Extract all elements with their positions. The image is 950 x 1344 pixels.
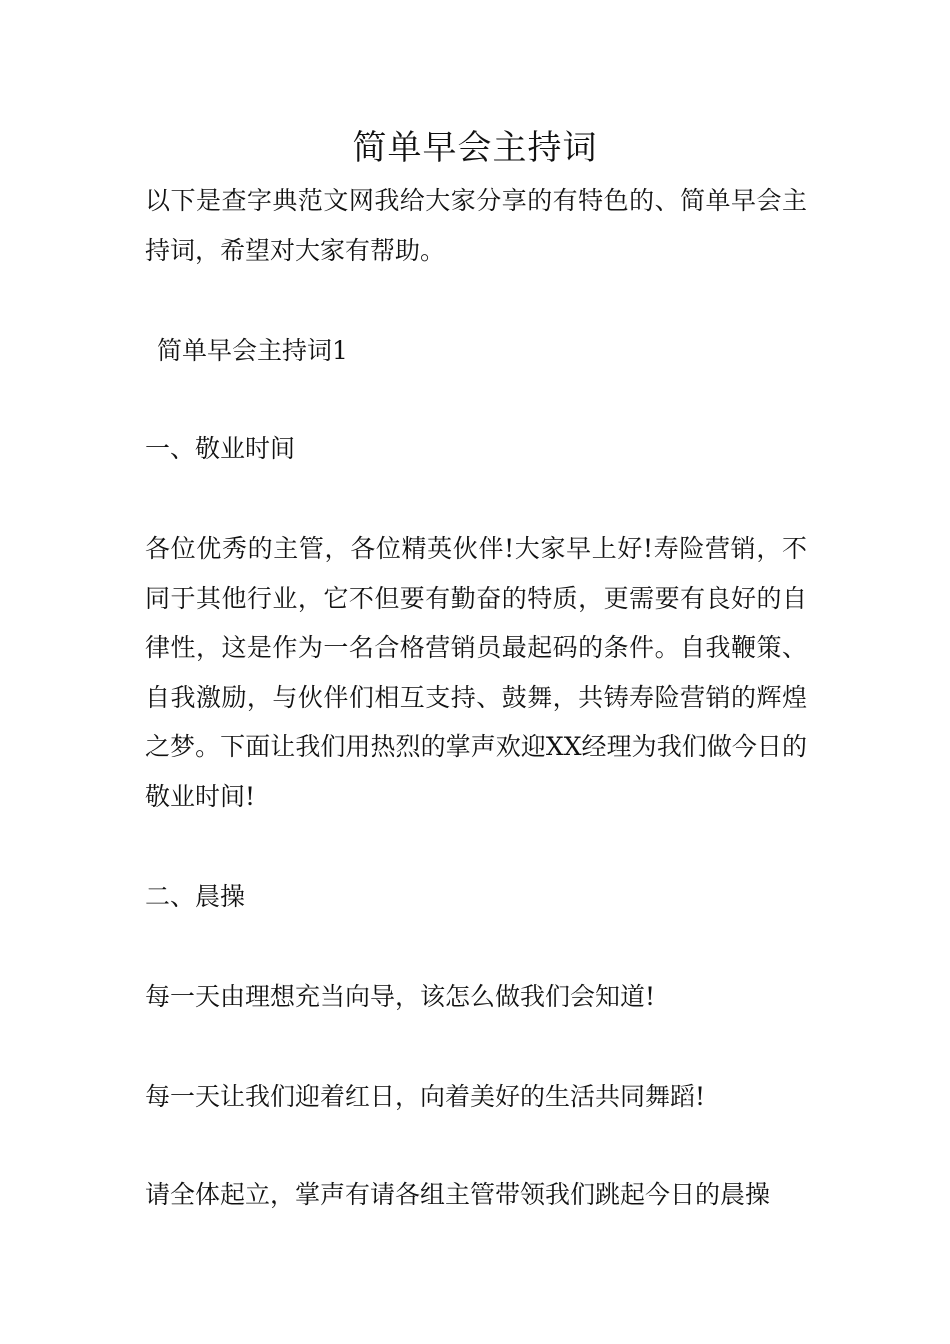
part2-line-3: 请全体起立，掌声有请各组主管带领我们跳起今日的晨操	[145, 1180, 771, 1209]
part2-line-2: 每一天让我们迎着红日，向着美好的生活共同舞蹈!	[145, 1082, 706, 1111]
intro-paragraph: 以下是查字典范文网我给大家分享的有特色的、简单早会主持词，希望对大家有帮助。	[145, 186, 807, 265]
document-title: 简单早会主持词	[352, 128, 598, 168]
part2-heading: 二、晨操	[145, 882, 246, 911]
section-title: 简单早会主持词1	[157, 336, 348, 365]
part2-line-1: 每一天由理想充当向导，该怎么做我们会知道!	[145, 982, 656, 1011]
part1-heading: 一、敬业时间	[145, 434, 296, 463]
part1-paragraph: 各位优秀的主管，各位精英伙伴!大家早上好!寿险营销，不同于其他行业，它不但要有勤奋的特质，更需要有良好的自律性，这是作为一名合格营销员最起码的条件。自我鞭策、自我激励，与伙伴们相互支持、鼓舞，共铸寿险营销的辉煌之梦。下面让我们用热烈的掌声欢迎XX经理为我们做今日的敬业时间!	[145, 534, 807, 811]
